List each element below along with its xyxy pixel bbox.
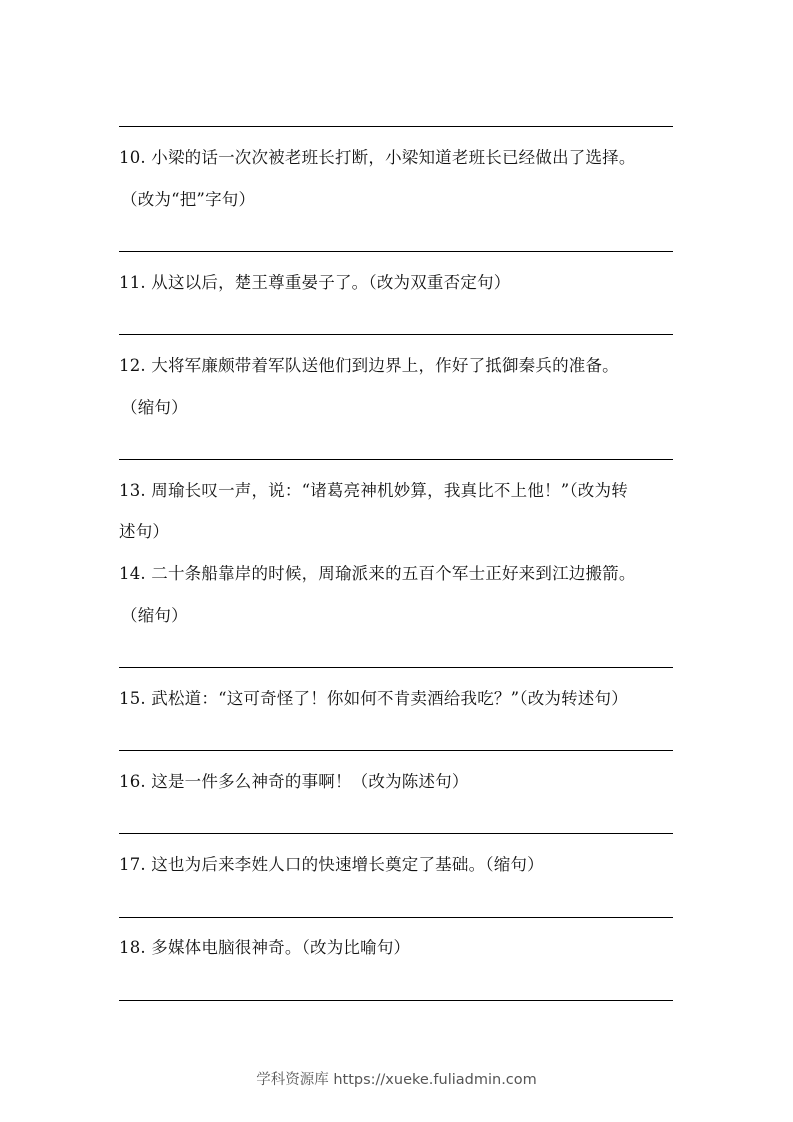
question-14-line-1: 14. 二十条船靠岸的时候，周瑜派来的五百个军士正好来到江边搬箭。 [119, 564, 636, 583]
question-15-line-1: 15. 武松道：“这可奇怪了！你如何不肯卖酒给我吃？”（改为转述句） [119, 689, 628, 708]
answer-line-9 [119, 126, 673, 127]
question-12-line-2: （缩句） [121, 398, 188, 417]
question-11-line-1: 11. 从这以后，楚王尊重晏子了。（改为双重否定句） [119, 273, 511, 292]
answer-line-14 [119, 667, 673, 668]
question-17-line-1: 17. 这也为后来李姓人口的快速增长奠定了基础。（缩句） [119, 855, 544, 874]
answer-line-15 [119, 750, 673, 751]
question-10-line-1: 10. 小梁的话一次次被老班长打断，小梁知道老班长已经做出了选择。 [119, 148, 636, 167]
question-13-line-2: 述句） [119, 522, 170, 541]
footer-watermark: 学科资源库 https://xueke.fuliadmin.com [256, 1072, 537, 1088]
question-12-line-1: 12. 大将军廉颇带着军队送他们到边界上，作好了抵御秦兵的准备。 [119, 356, 619, 375]
question-16-line-1: 16. 这是一件多么神奇的事啊！（改为陈述句） [119, 772, 469, 791]
answer-line-17 [119, 917, 673, 918]
question-10-line-2: （改为“把”字句） [121, 190, 256, 209]
answer-line-11 [119, 334, 673, 335]
answer-line-16 [119, 833, 673, 834]
question-13-line-1: 13. 周瑜长叹一声，说：“诸葛亮神机妙算，我真比不上他！”（改为转 [119, 481, 628, 500]
answer-line-18 [119, 1000, 673, 1001]
question-18-line-1: 18. 多媒体电脑很神奇。（改为比喻句） [119, 938, 411, 957]
answer-line-10 [119, 251, 673, 252]
answer-line-12 [119, 459, 673, 460]
question-14-line-2: （缩句） [121, 606, 188, 625]
